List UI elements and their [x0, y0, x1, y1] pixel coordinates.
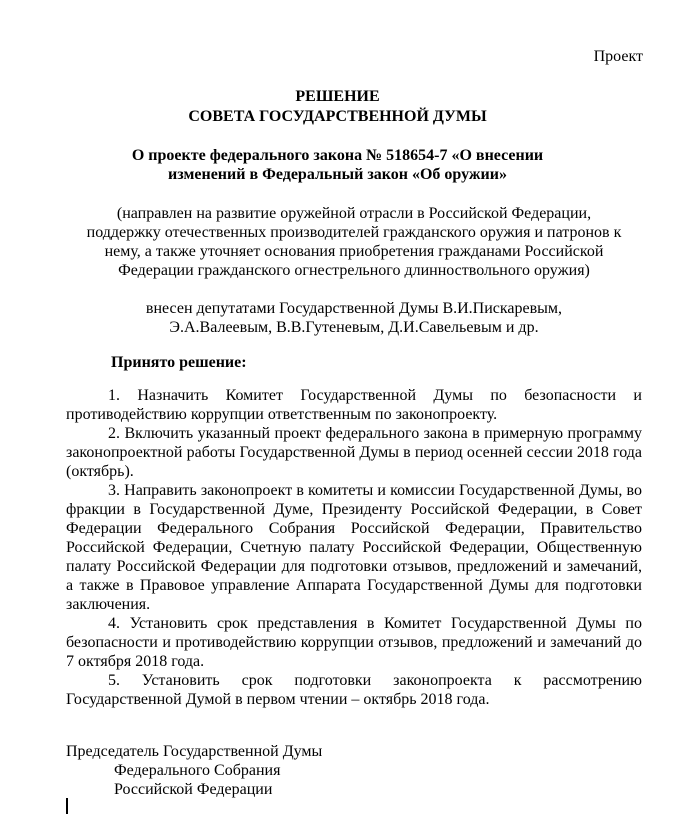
bill-purpose [66, 204, 642, 280]
signature-line-1: Председатель Государственной Думы [66, 743, 323, 760]
decision-title: РЕШЕНИЕ [295, 88, 380, 105]
draft-label: Проект [593, 48, 643, 65]
signature-line-3: Российской Федерации [114, 781, 273, 798]
decision-item-4: 4. Установить срок представления в Комитет Государственной Думы по безопасности и противодействию коррупции отзывов, предложений и замечаний до 7 октября 2018 года. [66, 615, 642, 670]
signature-line-2: Федерального Собрания [114, 762, 281, 779]
decision-heading: Принято решение: [111, 354, 247, 371]
introduced-by [66, 299, 642, 337]
introduced-line-2: Э.А.Валеевым, В.В.Гутеневым, Д.И.Савельевым и др. [169, 319, 539, 336]
decision-item-1: 1. Назначить Комитет Государственной Думы по безопасности и противодействию коррупции ответственным по законопроекту. [66, 387, 642, 423]
purpose-line: нему, а также уточняет основания приобретения гражданами Российской [104, 243, 604, 260]
purpose-line: (направлен на развитие оружейной отрасли в Российской Федерации, [116, 205, 592, 222]
decision-item-2: 2. Включить указанный проект федерального закона в примерную программу законопроектной работы Государственной Думы в период осенней сессии 2018 года (октябрь). [66, 425, 642, 480]
decision-item-5: 5. Установить срок подготовки законопроекта к рассмотрению Государственной Думой в первом чтении – октябрь 2018 года. [66, 672, 642, 708]
purpose-line: Федерации гражданского огнестрельного длинноствольного оружия) [118, 262, 590, 279]
bill-subject-line-1: О проекте федерального закона № 518654-7 «О внесении [131, 147, 544, 164]
bill-subject-line-2: изменений в Федеральный закон «Об оружии» [168, 166, 507, 183]
purpose-line: поддержку отечественных производителей гражданского оружия и патронов к [86, 224, 622, 241]
council-title: СОВЕТА ГОСУДАРСТВЕННОЙ ДУМЫ [188, 108, 487, 125]
text-cursor[interactable] [66, 798, 68, 814]
introduced-line-1: внесен депутатами Государственной Думы В.И.Пискаревым, [145, 300, 563, 317]
decision-items [66, 386, 642, 709]
decision-item-3: 3. Направить законопроект в комитеты и комиссии Государственной Думы, во фракции в Государственной Думе, Президенту Российской Федерации, в Совет Федерации Федерального Собрания Российской Федерации, Правительство Российской Федерации, Счетную палату Российской Федерации, Общественную палату Российской Федерации для подготовки отзывов, предложений и замечаний, а также в Правовое управление Аппарата Государственной Думы для подготовки заключения. [66, 482, 642, 613]
signature-block [66, 742, 322, 799]
